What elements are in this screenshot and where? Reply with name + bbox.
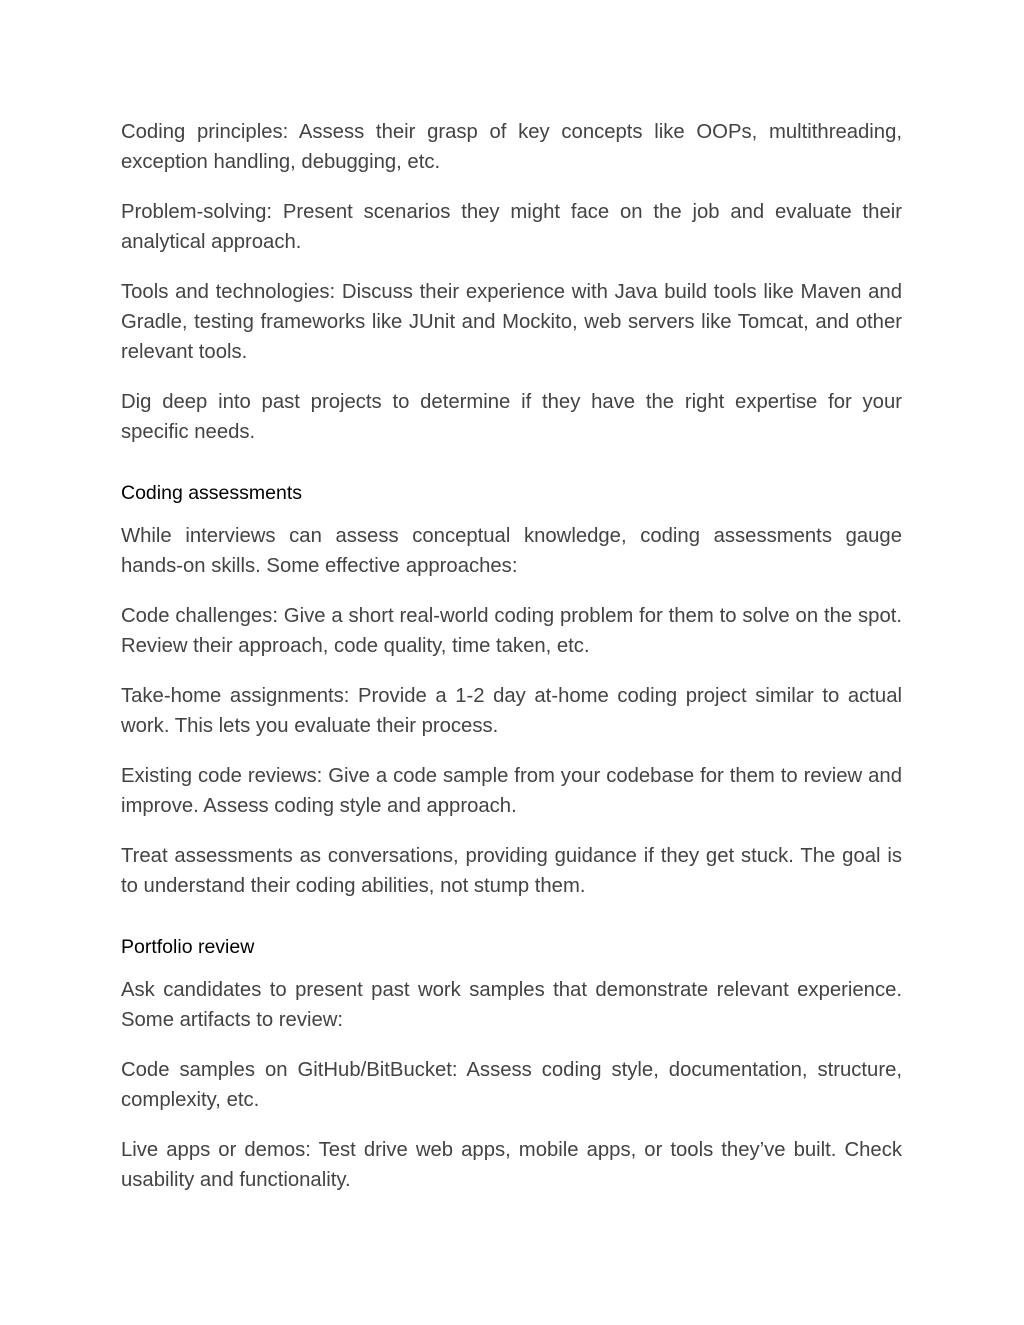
heading-portfolio-review: Portfolio review bbox=[121, 936, 255, 958]
paragraph-assessments-intro: While interviews can assess conceptual knowledge, coding assessments gauge hands-on skills. Some effective approaches: bbox=[121, 525, 902, 577]
paragraph-tools-and-technologies: Tools and technologies: Discuss their experience with Java build tools like Maven and Gradle, testing frameworks like JUnit and Mockito, web servers like Tomcat, and other relevant tools. bbox=[121, 281, 902, 363]
paragraph-problem-solving: Problem-solving: Present scenarios they might face on the job and evaluate their analytical approach. bbox=[121, 201, 902, 253]
document-page bbox=[121, 117, 902, 1215]
paragraph-code-challenges: Code challenges: Give a short real-world coding problem for them to solve on the spot. Review their approach, code quality, time taken, etc. bbox=[121, 605, 902, 657]
paragraph-past-projects: Dig deep into past projects to determine if they have the right expertise for your specific needs. bbox=[121, 391, 902, 443]
paragraph-code-samples: Code samples on GitHub/BitBucket: Assess coding style, documentation, structure, complexity, etc. bbox=[121, 1059, 902, 1111]
paragraph-existing-code-reviews: Existing code reviews: Give a code sample from your codebase for them to review and improve. Assess coding style and approach. bbox=[121, 765, 902, 817]
paragraph-coding-principles: Coding principles: Assess their grasp of key concepts like OOPs, multithreading, exception handling, debugging, etc. bbox=[121, 121, 902, 173]
paragraph-assessments-as-conversations: Treat assessments as conversations, providing guidance if they get stuck. The goal is to understand their coding abilities, not stump them. bbox=[121, 845, 902, 897]
paragraph-take-home-assignments: Take-home assignments: Provide a 1-2 day at-home coding project similar to actual work. This lets you evaluate their process. bbox=[121, 685, 902, 737]
paragraph-live-apps: Live apps or demos: Test drive web apps, mobile apps, or tools they’ve built. Check usability and functionality. bbox=[121, 1139, 902, 1191]
paragraph-portfolio-intro: Ask candidates to present past work samples that demonstrate relevant experience. Some artifacts to review: bbox=[121, 979, 902, 1031]
heading-coding-assessments: Coding assessments bbox=[121, 482, 303, 504]
